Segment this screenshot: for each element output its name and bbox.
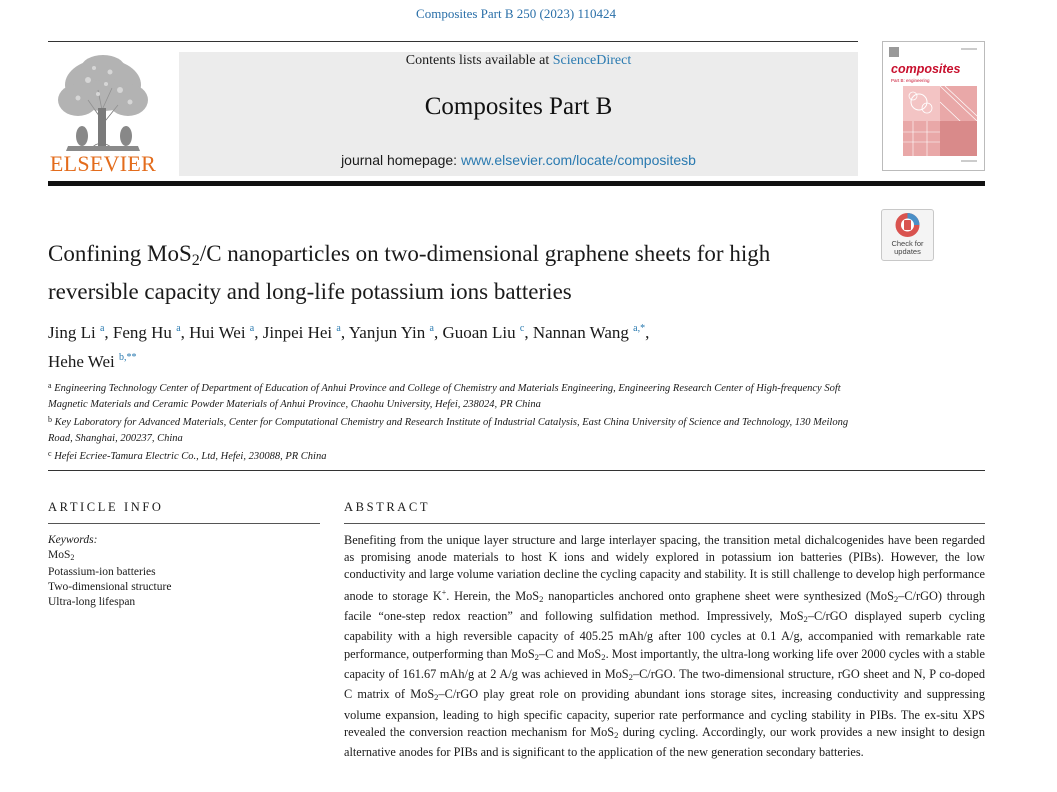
author-affiliation-mark[interactable]: a: [429, 323, 434, 334]
title-part-2: /C nanoparticles on two-dimensional graphene sheets for high reversible capacity and long-life potassium ions batteries: [48, 241, 771, 305]
check-for-updates-label[interactable]: Check for updates: [891, 239, 924, 256]
homepage-prefix: journal homepage:: [341, 152, 458, 168]
journal-title: Composites Part B: [424, 93, 613, 120]
affiliation-mark: c: [48, 449, 52, 458]
affiliation-mark: b: [48, 415, 52, 424]
abstract-segment: –C/rGO displayed superb cycling capability with a high reversible capacity of 405.25 mAh/g after 100 cycles at 0.1 A/g, accompanied with remarkable rate performance, outperforming than MoS: [344, 608, 985, 661]
affiliation-text: Engineering Technology Center of Department of Education of Anhui Province and College of Chemistry and Materials Engineering, Engineering Research Center of High-frequency Soft Magnetic Materials and Ceramic Powder Materials of Anhui Province, Chaohu University, Hefei, 238024, PR China: [48, 383, 841, 410]
abstract-subscript: 2: [628, 671, 633, 682]
abstract-subscript: 2: [893, 593, 899, 604]
author-name[interactable]: Jing Li: [48, 323, 96, 342]
abstract-segment: . Most importantly, the ultra-long working life over 2000 cycles with a stable capacity of 161.67 mAh/g at 2 A/g was achieved in MoS: [344, 646, 985, 681]
sciencedirect-link[interactable]: ScienceDirect: [552, 53, 632, 68]
abstract-subscript: 2: [614, 729, 619, 740]
title-subscript: 2: [191, 252, 200, 270]
author-affiliation-mark[interactable]: c: [519, 323, 525, 334]
affiliation-text: Hefei Ecriee-Tamura Electric Co., Ltd, Hefei, 230088, PR China: [54, 451, 327, 462]
abstract-segment: Benefiting from the unique layer structure and large interlayer spacing, the transition metal dichalcogenides have been regarded as promising anode materials to host K ions and widely explored in potassium ion batteries (PIBs). However, the low conductivity and large volume variation decline the cycling capacity and stability. It is still challenge to develop high performance anode to storage K: [344, 533, 985, 603]
article-title: [48, 238, 858, 307]
author-affiliation-mark[interactable]: a: [336, 323, 341, 334]
header-top-rule: [48, 41, 858, 42]
author-affiliation-mark[interactable]: a,*: [633, 323, 646, 334]
abstract-subscript: 2: [601, 651, 606, 662]
keyword-subscript: 2: [70, 553, 75, 562]
affiliation-item: [48, 412, 858, 446]
abstract-rule: [344, 523, 985, 524]
abstract-subscript: 2: [803, 614, 808, 625]
cover-art: [883, 42, 984, 170]
abstract-superscript: +: [441, 587, 447, 597]
author-name[interactable]: Hui Wei: [189, 323, 246, 342]
keyword-item: [48, 548, 320, 565]
journal-homepage-line: [179, 152, 858, 168]
author-affiliation-mark[interactable]: a: [176, 323, 181, 334]
abstract-segment: –C/rGO. The two-dimensional structure, rGO sheet and N, P co-doped C matrix of MoS: [344, 666, 985, 702]
keywords-label: Keywords:: [48, 534, 98, 546]
author-affiliation-mark[interactable]: b,**: [119, 352, 137, 363]
keyword-base: MoS: [48, 549, 71, 561]
keyword-item: Ultra-long lifespan: [48, 596, 136, 608]
journal-cover-thumbnail[interactable]: [882, 41, 985, 171]
author-affiliation-mark[interactable]: a: [249, 323, 255, 334]
abstract-subscript: 2: [434, 692, 439, 703]
section-divider: [48, 470, 985, 471]
cover-subtitle: Part B: engineering: [891, 78, 930, 83]
author-name[interactable]: Jinpei Hei: [262, 323, 333, 342]
keyword-item: Potassium-ion batteries: [48, 566, 156, 578]
affiliation-list: [48, 378, 858, 465]
journal-citation[interactable]: Composites Part B 250 (2023) 110424: [416, 6, 616, 21]
affiliation-item: [48, 378, 858, 412]
title-part-1: Confining MoS: [48, 241, 192, 266]
author-name[interactable]: Feng Hu: [112, 323, 172, 342]
abstract-segment: nanoparticles anchored onto graphene sheet were synthesized (MoS: [543, 588, 894, 603]
author-list: Jing Li $^a$, Feng Hu $^a$, Hui Wei $^a$, Jinpei Hei $^a$, Yanjun Yin $^a$, Guoan Liu $^c$, Nannan Wang $^{a,*}$, Hehe Wei $^{b,**}$: [48, 323, 650, 371]
affiliation-mark: a: [48, 381, 52, 390]
keyword-item: Two-dimensional structure: [48, 581, 172, 593]
abstract-segment: . Herein, the MoS: [446, 588, 540, 603]
abstract-segment: –C/rGO) through facile “one-step redox reaction” and following sulfidation method. Impressively, MoS: [344, 588, 985, 623]
author-name[interactable]: Hehe Wei: [48, 352, 115, 371]
author-name[interactable]: Nannan Wang: [532, 323, 629, 342]
check-updates-icon: [882, 210, 933, 240]
abstract-segment: during cycling. Accordingly, our work provides a new insight to design alternative anodes for PIBs and is significant to the application of the new generation secondary batteries.: [344, 724, 985, 760]
abstract-segment: –C/rGO play great role on providing abundant ions storage sites, increasing conductivity and suppressing volume expansion, leading to high specific capacity, superior rate performance and cycling stability in PIBs. The ex-situ XPS revealed the conversion reaction mechanism for MoS: [344, 687, 985, 739]
author-name[interactable]: Guoan Liu: [442, 323, 516, 342]
abstract-heading: ABSTRACT: [344, 500, 431, 514]
article-info-rule: [48, 523, 320, 524]
journal-homepage-link[interactable]: www.elsevier.com/locate/compositesb: [460, 152, 696, 168]
affiliation-text: Key Laboratory for Advanced Materials, Center for Computational Chemistry and Research Institute of Industrial Catalysis, East China University of Science and Technology, 130 Meilong Road, Shanghai, 200237, China: [48, 417, 849, 444]
contents-prefix: Contents lists available at: [405, 53, 550, 68]
header-bottom-rule: [48, 181, 985, 186]
abstract-text: [344, 532, 985, 761]
affiliation-item: [48, 446, 858, 465]
publisher-name: ELSEVIER: [49, 151, 157, 176]
abstract-subscript: 2: [534, 651, 539, 662]
abstract-subscript: 2: [539, 593, 544, 604]
author-name[interactable]: Yanjun Yin: [348, 323, 426, 342]
contents-availability-line: [179, 53, 858, 69]
cover-title: composites: [891, 62, 961, 76]
author-affiliation-mark[interactable]: a: [99, 323, 105, 334]
article-info-heading: ARTICLE INFO: [48, 500, 164, 514]
keywords-list: [48, 533, 320, 610]
abstract-segment: –C and MoS: [538, 646, 602, 661]
